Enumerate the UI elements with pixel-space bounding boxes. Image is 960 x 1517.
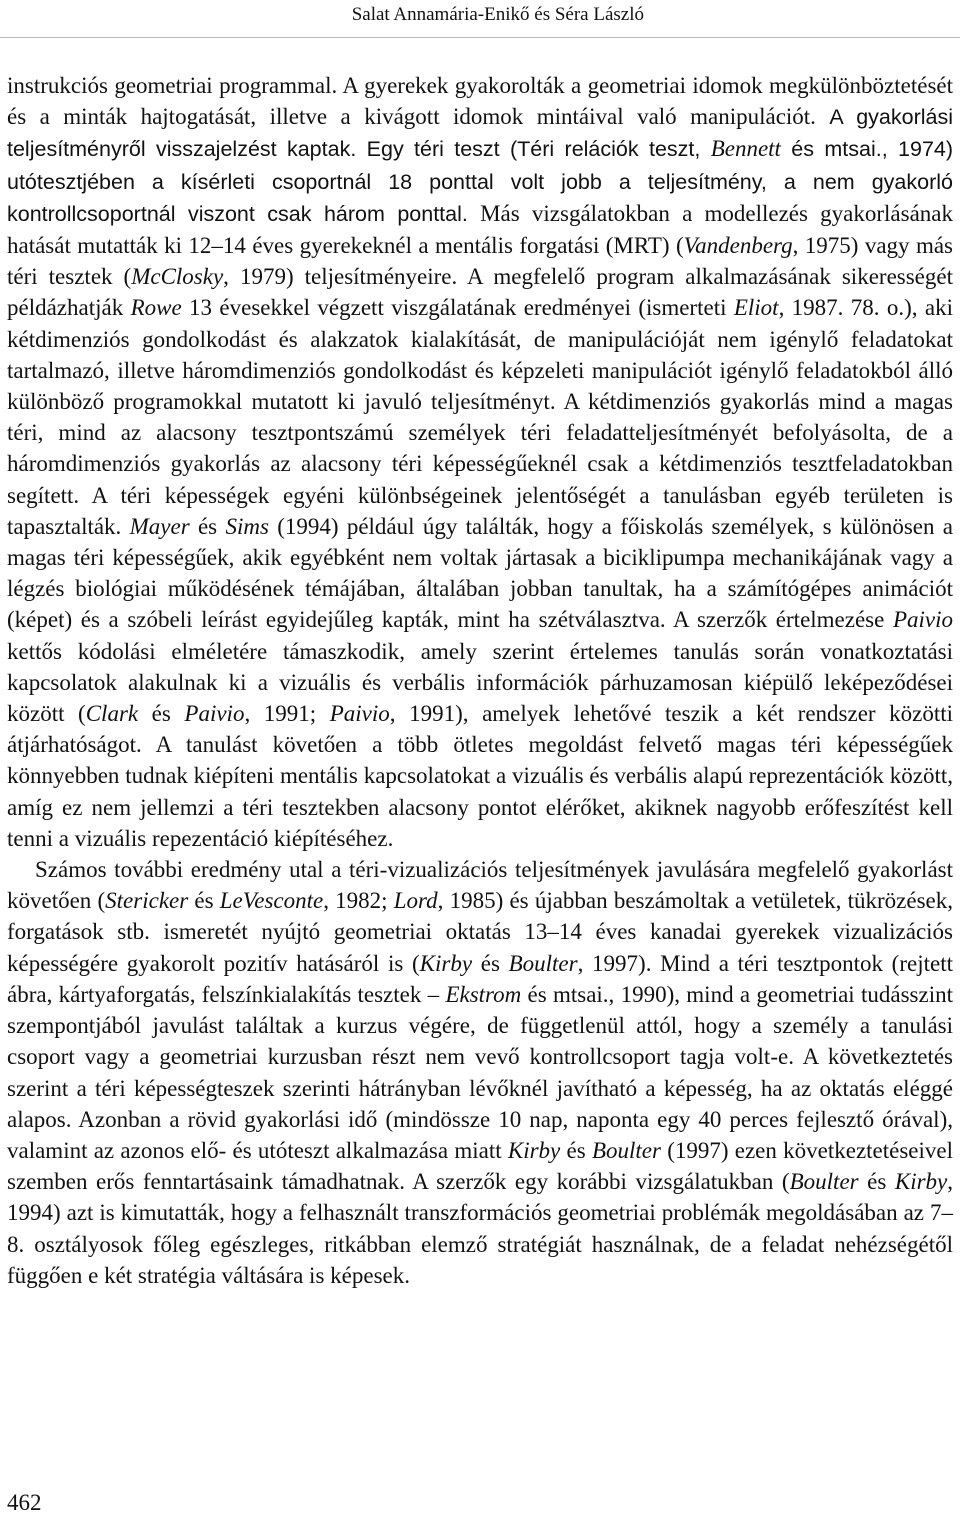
text-run: A gyakorlási teljesítményről visszajelzést kaptak. Egy téri teszt (Téri relációk teszt, <box>7 105 954 162</box>
cited-author: Ekstrom <box>445 981 522 1007</box>
text-run: , 1997). Mind a téri tesztpontok (rejtett ábra, kártyaforgatás, felszínkialakítás tesztek – <box>7 950 953 1007</box>
cited-author: Rowe <box>130 295 182 321</box>
text-run: és <box>560 1137 592 1163</box>
text-run: és <box>858 1169 895 1195</box>
text-run: , 1979) teljesítményeire. A megfelelő program alkalmazásának sikerességét példázhatják <box>7 264 953 321</box>
cited-author: Clark <box>85 701 139 727</box>
header-divider <box>0 37 960 38</box>
text-run: és <box>472 950 509 976</box>
text-run: , 1975) vagy más téri tesztek ( <box>7 233 953 290</box>
cited-author: Kirby <box>894 1169 948 1195</box>
page-number: 462 <box>7 1490 42 1515</box>
cited-author: Paivio <box>329 701 390 727</box>
cited-author: Sims <box>225 513 269 539</box>
cited-author: Stericker <box>105 888 189 914</box>
body-text <box>7 70 953 1291</box>
text-run: (1997) ezen következtetéseivel szemben erős fenntartásaink támadhatnak. A szerzők egy korábbi vizsgálatukban ( <box>7 1137 953 1195</box>
cited-author: Paivio <box>892 607 953 633</box>
text-run: és mtsai., 1990), mind a geometriai tudásszint szempontjából javulást találtak a kurzus végére, de függetlenül attól, hogy a személy a tanulási csoport vagy a geometriai kurzusban részt nem vevő kontrollcsoport tagja volt-e. A következtetés szerint a téri képességteszek szerinti hátrányban lévőknél javítható a képesség, ha az oktatás eléggé alapos. Azonban a rövid gyakorlási idő (mindössze 10 nap, naponta egy 40 perces fejlesztő órával), valamint az azonos elő- és utóteszt alkalmazása miatt <box>7 981 953 1163</box>
text-run: , 1974) utótesztjében a kísérleti csoportnál 18 ponttal volt jobb a teljesítmény, a nem gyakorló kontrollcsoportnál viszont csak három ponttal. <box>7 137 954 226</box>
text-run: , 1987. 78. o.), aki kétdimenziós gondolkodást és alakzatok kialakítását, de manipulációját nem igénylő feladatokat tartalmazó, illetve háromdimenziós gondolkodást és képzeleti manipulációt igénylő feladatokból álló különböző programokkal mutatott ki javuló teljesítményt. A kétdimenziós gyakorlás mind a magas téri, mind az alacsony tesztpontszámú személyek téri feladatteljesítményét befolyásolta, de a háromdimenziós gyakorlás az alacsony téri képességűeknél csak a kétdimenziós tesztfeladatokban segített. A téri képességek egyéni különbségeinek jelentőségét a tanulásban egyéb területen is tapasztalták. <box>7 295 954 539</box>
body-paragraph <box>7 70 953 854</box>
text-run: kettős kódolási elméletére támaszkodik, amely szerint értelemes tanulás során vonatkoztatási kapcsolatok alakulnak ki a vizuális és verbális információk párhuzamosan kiépülő leképeződései között ( <box>7 638 953 727</box>
cited-author: Eliot <box>733 295 779 321</box>
text-run: instrukciós geometriai programmal. A gyerekek gyakorolták a geometriai idomok megkülönböztetését és a minták hajtogatását, illetve a kivágott idomok mintáival való manipulációt. <box>7 73 953 130</box>
cited-author: LeVesconte <box>219 888 324 914</box>
cited-author: Kirby <box>419 950 473 976</box>
cited-author: McClosky <box>131 264 224 290</box>
cited-author: Lord <box>393 888 438 914</box>
text-run: és <box>188 888 220 914</box>
cited-author: Mayer <box>129 513 190 539</box>
text-run: , 1994) azt is kimutatták, hogy a felhasznált transzformációs geometriai problémák megoldásában az 7–8. osztályosok főleg egészleges, ritkábban elemző stratégiát használnak, de a feladat nehézségétől függően e két stratégia váltására is képesek. <box>7 1169 953 1288</box>
text-run: (1994) például úgy találták, hogy a főiskolás személyek, s különösen a magas téri képességűek, akik egyébként nem voltak jártasak a biciklipumpa mechanikájának vagy a légzés biológiai működésének témájában, általában jobban tanultak, ha a számítógépes animációt (képet) és a szóbeli leírást egyidejűleg kapták, mint ha szétválasztva. A szerzők értelmezése <box>7 513 953 633</box>
text-run: és <box>138 701 185 727</box>
cited-author: Boulter <box>508 950 578 976</box>
cited-author: Boulter <box>789 1169 859 1195</box>
text-run: Számos további eredmény utal a téri-vizualizációs teljesítmények javulására megfelelő gyakorlást követően ( <box>7 857 953 914</box>
text-run: , 1982; <box>323 888 394 914</box>
cited-author: Bennett <box>710 136 781 162</box>
text-run: 13 évesekkel végzett viszgálatának eredményei (ismerteti <box>181 295 734 321</box>
cited-author: Kirby <box>507 1137 561 1163</box>
text-run: , 1991; <box>244 701 330 727</box>
running-head: Salat Annamária-Enikő és Séra László <box>351 4 644 25</box>
cited-author: Paivio <box>184 701 245 727</box>
text-run: és mtsai. <box>780 137 882 162</box>
text-run: és <box>189 513 226 539</box>
text-run: , 1985) és újabban beszámoltak a vetületek, tükrözések, forgatások stb. ismeretét nyújtó geometriai oktatás 13–14 éves kanadai gyerekek vizualizációs képességére gyakorolt pozitív hatásáról is ( <box>7 888 954 976</box>
text-run: , 1991), amelyek lehetővé teszik a két rendszer közötti átjárhatóságot. A tanulást követően a több ötletes megoldást felvető magas téri képességűek könnyebben tudnak kiépíteni mentális kapcsolatokat a vizuális és verbális alapú reprezentációk között, amíg ez nem jellemzi a téri tesztekben alacsony pontot elérőket, akiknek nagyobb erőfeszítést kell tenni a vizuális repezentáció kiépítéséhez. <box>7 701 953 851</box>
body-paragraph <box>7 854 953 1291</box>
text-run: Más vizsgálatokban a modellezés gyakorlásának hatását mutatták ki 12–14 éves gyerekeknél a mentális forgatási (MRT) ( <box>7 200 953 259</box>
cited-author: Vandenberg <box>683 233 793 259</box>
cited-author: Boulter <box>591 1137 661 1163</box>
